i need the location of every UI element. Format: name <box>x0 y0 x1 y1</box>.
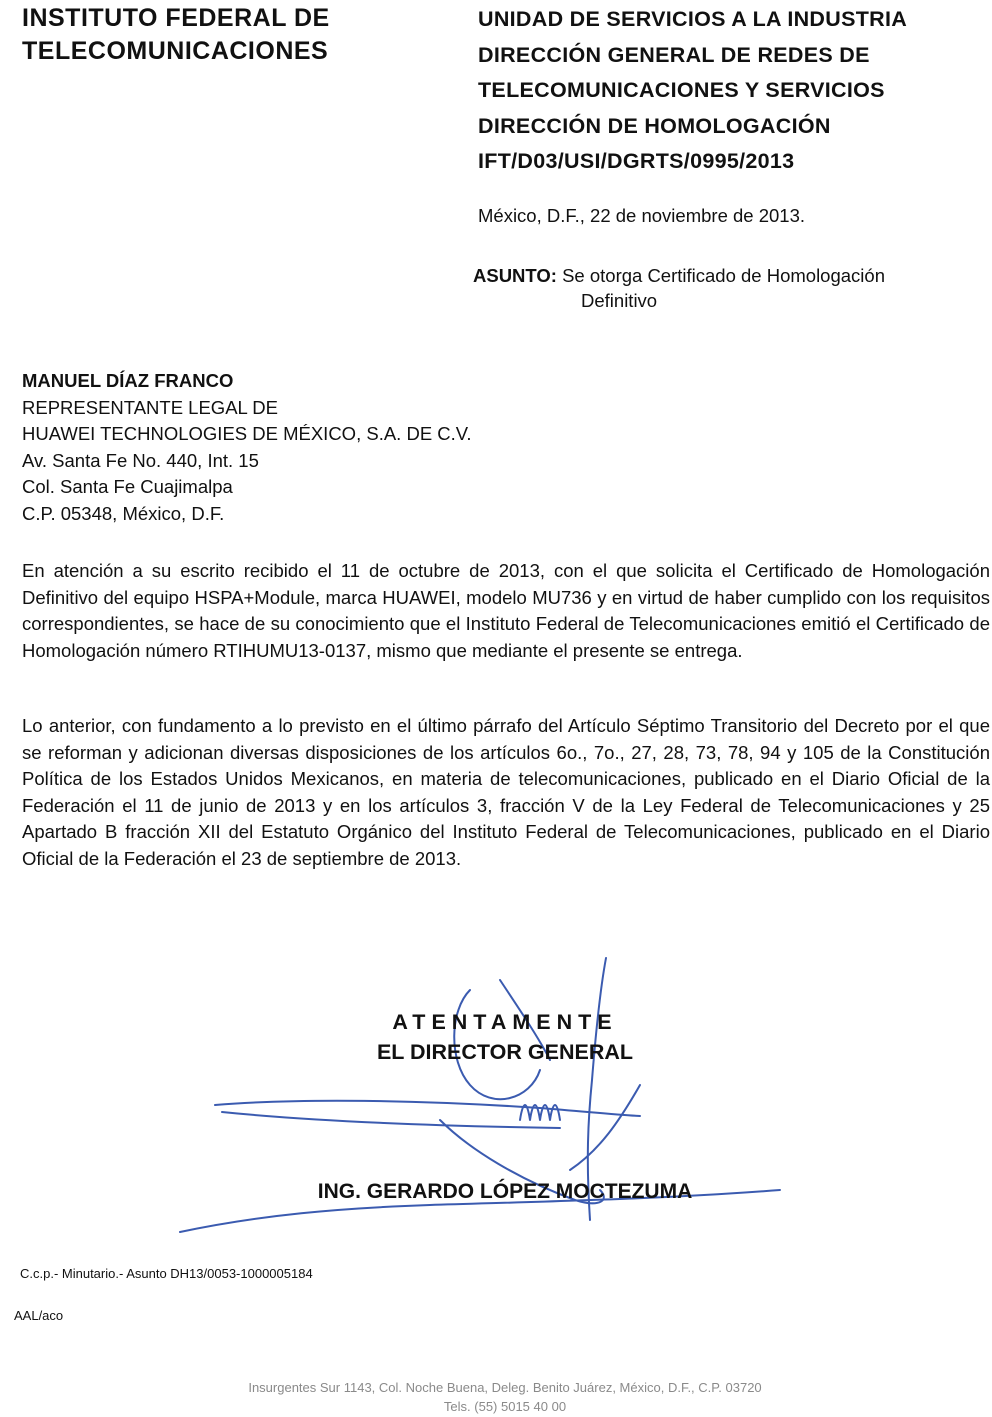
recipient-line-1: REPRESENTANTE LEGAL DE <box>22 396 278 418</box>
initials: AAL/aco <box>14 1308 64 1323</box>
body-paragraph-2: Lo anterior, con fundamento a lo previsto en el último párrafo del Artículo Séptimo Transitorio del Decreto por el que se reforman y adicionan diversas disposiciones de los artículos 6o., 7o., 27, 28, 73, 78, 94 y 105 de la Constitución Política de los Estados Unidos Mexicanos, en materia de telecomunicaciones, publicado en el Diario Oficial de la Federación el 11 de junio de 2013 y en los artículos 3, fracción V de la Ley Federal de Telecomunicaciones y 25 Apartado B fracción XII del Estatuto Orgánico del Instituto Federal de Telecomunicaciones, publicado en el Diario Oficial de la Federación el 23 de septiembre de 2013. <box>22 715 990 869</box>
unit-header <box>478 2 907 180</box>
signatory-name: ING. GERARDO LÓPEZ MOCTEZUMA <box>317 1180 693 1203</box>
reference-number: IFT/D03/USI/DGRTS/0995/2013 <box>478 149 795 173</box>
recipient-name: MANUEL DÍAZ FRANCO <box>22 370 234 391</box>
handwritten-signature-icon <box>0 950 992 1250</box>
unit-line-3: TELECOMUNICACIONES Y SERVICIOS <box>478 78 885 102</box>
recipient-line-3: Av. Santa Fe No. 440, Int. 15 <box>22 449 259 471</box>
recipient-block <box>22 368 472 527</box>
closing-salutation: ATENTAMENTE <box>392 1010 618 1034</box>
subject <box>473 263 885 313</box>
recipient-line-4: Col. Santa Fe Cuajimalpa <box>22 476 233 497</box>
carbon-copy: C.c.p.- Minutario.- Asunto DH13/0053-1000005184 <box>20 1266 313 1281</box>
subject-line-1: Se otorga Certificado de Homologación <box>562 265 885 286</box>
unit-line-4: DIRECCIÓN DE HOMOLOGACIÓN <box>478 113 831 138</box>
body-paragraph-1: En atención a su escrito recibido el 11 de octubre de 2013, con el que solicita el Certificado de Homologación Definitivo del equipo HSPA+Module, marca HUAWEI, modelo MU736 y en virtud de haber cumplido con los requisitos correspondientes, se hace de su conocimiento que el Instituto Federal de Telecomunicaciones emitió el Certificado de Homologación número RTIHUMU13-0137, mismo que mediante el presente se entrega. <box>22 560 990 661</box>
unit-line-1: UNIDAD DE SERVICIOS A LA INDUSTRIA <box>478 7 908 31</box>
subject-label: ASUNTO: <box>473 265 557 286</box>
recipient-line-2: HUAWEI TECHNOLOGIES DE MÉXICO, S.A. DE C.V. <box>22 423 472 444</box>
institute-name-line-2: TELECOMUNICACIONES <box>22 37 329 65</box>
signatory-title: EL DIRECTOR GENERAL <box>376 1040 634 1064</box>
institute-name-line-1: INSTITUTO FEDERAL DE <box>22 4 330 32</box>
recipient-line-5: C.P. 05348, México, D.F. <box>22 502 225 524</box>
letter-date: México, D.F., 22 de noviembre de 2013. <box>478 205 806 226</box>
subject-line-2: Definitivo <box>581 290 658 311</box>
institute-name <box>22 2 330 68</box>
unit-line-2: DIRECCIÓN GENERAL DE REDES DE <box>478 42 870 67</box>
footer-phone: Tels. (55) 5015 40 00 <box>443 1399 567 1414</box>
footer-address: Insurgentes Sur 1143, Col. Noche Buena, Deleg. Benito Juárez, México, D.F., C.P. 03720 <box>248 1380 762 1395</box>
